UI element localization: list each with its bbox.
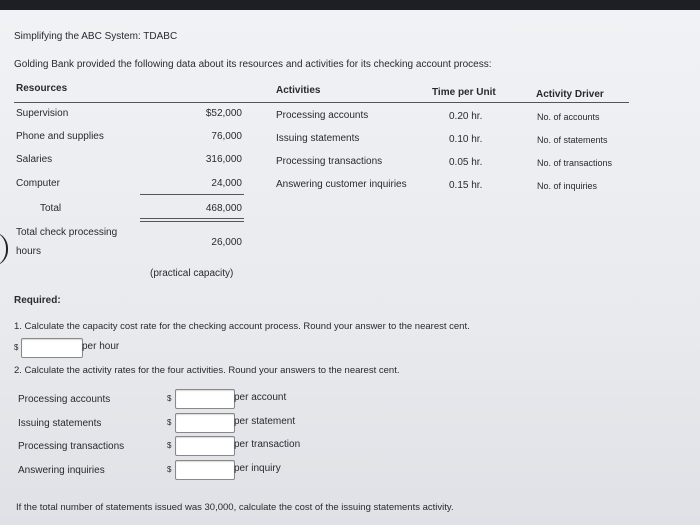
intro-text: Golding Bank provided the following data about its resources and activities for its checking account process: bbox=[14, 59, 492, 70]
header-resources: Resources bbox=[16, 83, 68, 94]
capacity-rate-unit: per hour bbox=[82, 341, 120, 352]
rate-unit: per inquiry bbox=[234, 463, 281, 474]
activity-time: 0.10 hr. bbox=[449, 134, 483, 145]
rate-unit: per transaction bbox=[234, 439, 301, 450]
header-activities: Activities bbox=[276, 85, 321, 96]
header-time-per-unit: Time per Unit bbox=[432, 87, 496, 98]
activity-name: Processing transactions bbox=[276, 156, 383, 167]
problem-sheet bbox=[0, 10, 700, 525]
resource-amount: 76,000 bbox=[211, 131, 242, 142]
hours-note: (practical capacity) bbox=[150, 268, 234, 279]
hours-label-line2: hours bbox=[16, 246, 42, 257]
activity-name: Issuing statements bbox=[276, 133, 360, 144]
page-title: Simplifying the ABC System: TDABC bbox=[14, 31, 178, 42]
hours-label-line1: Total check processing bbox=[16, 227, 118, 238]
currency-symbol: $ bbox=[167, 441, 172, 450]
currency-symbol: $ bbox=[167, 394, 172, 403]
page-edge-shadow bbox=[0, 232, 8, 266]
question-3-text: If the total number of statements issued was 30,000, calculate the cost of the issuing statements activity. bbox=[16, 502, 454, 513]
resource-amount: $52,000 bbox=[205, 108, 242, 119]
activity-time: 0.20 hr. bbox=[449, 111, 483, 122]
activity-driver: No. of statements bbox=[537, 135, 608, 145]
rate-unit: per statement bbox=[234, 416, 296, 427]
activity-name: Answering customer inquiries bbox=[276, 179, 407, 190]
currency-symbol: $ bbox=[167, 418, 172, 427]
rate-input-processing-accounts[interactable] bbox=[175, 389, 235, 409]
hours-amount: 26,000 bbox=[211, 237, 242, 248]
activity-driver: No. of inquiries bbox=[537, 181, 598, 191]
activity-time: 0.15 hr. bbox=[449, 180, 483, 191]
rate-input-processing-transactions[interactable] bbox=[175, 436, 235, 456]
activity-name: Processing accounts bbox=[276, 110, 369, 121]
rate-row-label: Issuing statements bbox=[18, 418, 102, 429]
activity-time: 0.05 hr. bbox=[449, 157, 483, 168]
header-activity-driver: Activity Driver bbox=[536, 89, 604, 100]
currency-symbol: $ bbox=[14, 343, 19, 352]
rate-row-label: Processing transactions bbox=[18, 441, 125, 452]
activity-driver: No. of accounts bbox=[537, 112, 600, 122]
currency-symbol: $ bbox=[167, 465, 172, 474]
rate-input-answering-inquiries[interactable] bbox=[175, 460, 235, 480]
required-heading: Required: bbox=[14, 295, 61, 306]
resource-amount: 316,000 bbox=[205, 154, 242, 165]
total-rule-1 bbox=[140, 218, 244, 219]
header-rule bbox=[14, 102, 629, 103]
resource-amount: 24,000 bbox=[211, 178, 242, 189]
resource-name: Phone and supplies bbox=[16, 131, 104, 142]
question-2-text: 2. Calculate the activity rates for the four activities. Round your answers to the nearest cent. bbox=[14, 365, 400, 376]
rate-row-label: Processing accounts bbox=[18, 394, 111, 405]
resource-name: Salaries bbox=[16, 154, 53, 165]
resource-name: Supervision bbox=[16, 108, 69, 119]
rate-input-issuing-statements[interactable] bbox=[175, 413, 235, 433]
total-rule-2 bbox=[140, 221, 244, 222]
question-1-text: 1. Calculate the capacity cost rate for the checking account process. Round your answer to the nearest cent. bbox=[14, 321, 470, 332]
capacity-cost-rate-input[interactable] bbox=[21, 338, 83, 358]
activity-driver: No. of transactions bbox=[537, 158, 613, 168]
resource-name: Computer bbox=[16, 178, 60, 189]
rate-row-label: Answering inquiries bbox=[18, 465, 105, 476]
subtotal-rule bbox=[140, 194, 244, 195]
rate-unit: per account bbox=[234, 392, 287, 403]
total-label: Total bbox=[40, 203, 62, 214]
total-amount: 468,000 bbox=[205, 203, 242, 214]
top-bar bbox=[0, 0, 700, 10]
